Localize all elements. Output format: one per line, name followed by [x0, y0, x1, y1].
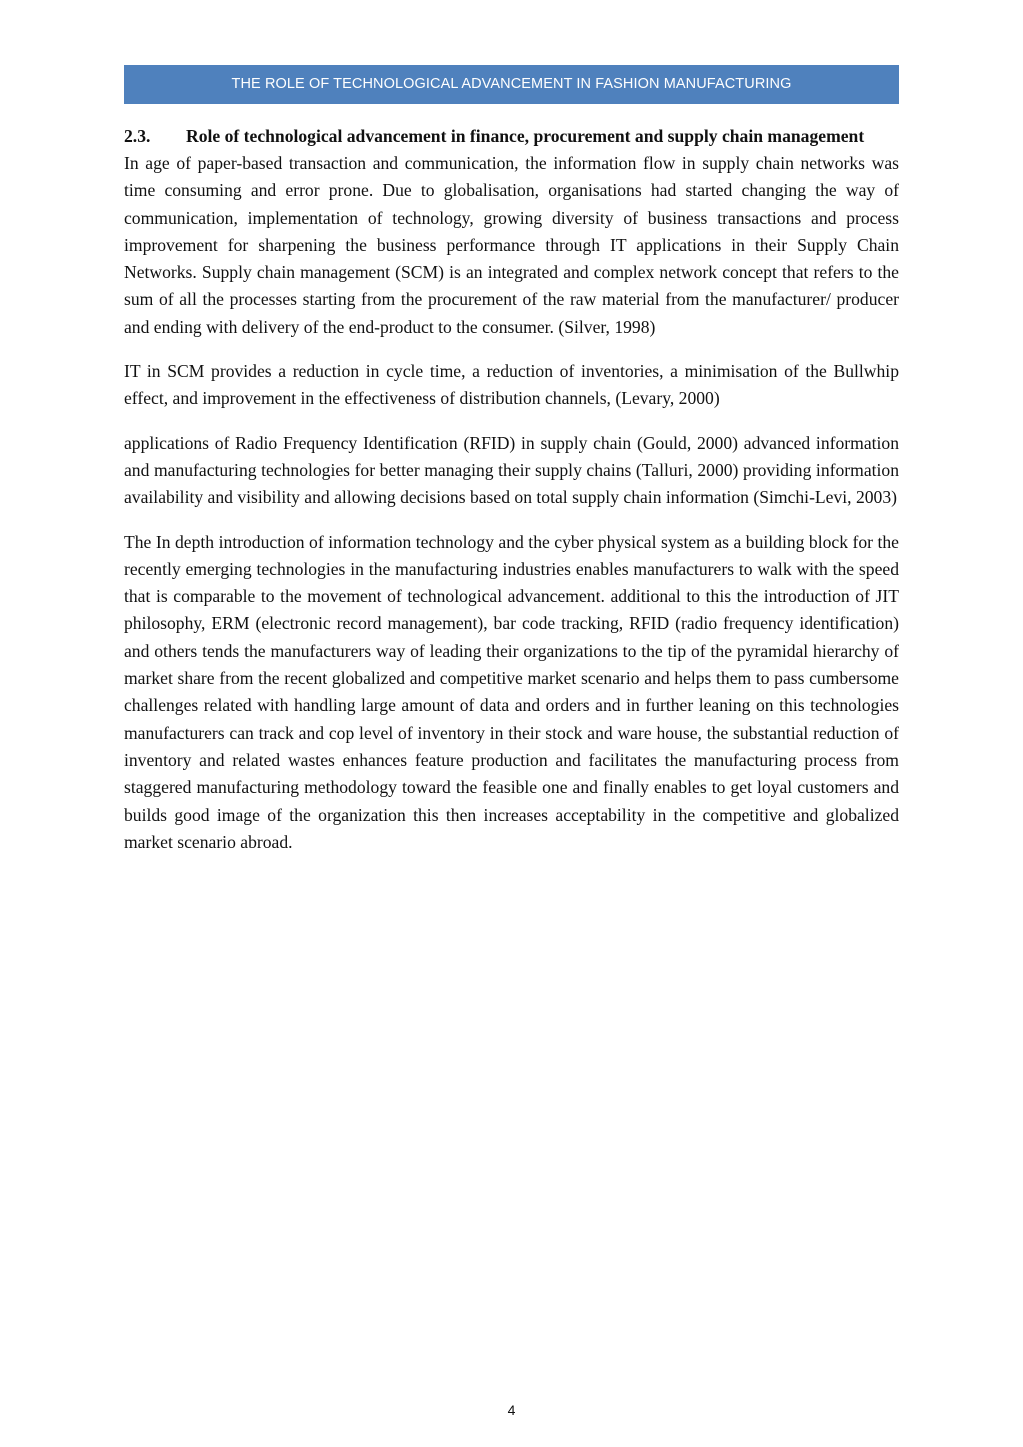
page-content	[124, 123, 899, 873]
paragraph-4: The In depth introduction of information technology and the cyber physical system as a building block for the recently emerging technologies in the manufacturing industries enables manufacturers to walk with the speed that is comparable to the movement of technological advancement. additional to this the introduction of JIT philosophy, ERM (electronic record management), bar code tracking, RFID (radio frequency identification) and others tends the manufacturers way of leading their organizations to the tip of the pyramidal hierarchy of market share from the recent globalized and competitive market scenario and helps them to pass cumbersome challenges related with handling large amount of data and orders and in further leaning on this technologies manufacturers can track and cop level of inventory in their stock and ware house, the substantial reduction of inventory and related wastes enhances feature production and facilitates the manufacturing process from staggered manufacturing methodology toward the feasible one and finally enables to get loyal customers and builds good image of the organization this then increases acceptability in the competitive and globalized market scenario abroad.	[124, 531, 899, 852]
paragraph-3: applications of Radio Frequency Identification (RFID) in supply chain (Gould, 2000) advanced information and manufacturing technologies for better managing their supply chains (Talluri, 2000) providing information availability and visibility and allowing decisions based on total supply chain information (Simchi-Levi, 2003)	[124, 432, 899, 508]
paragraph-2: IT in SCM provides a reduction in cycle time, a reduction of inventories, a minimisation of the Bullwhip effect, and improvement in the effectiveness of distribution channels, (Levary, 2000)	[124, 361, 899, 409]
paragraph-1: In age of paper-based transaction and communication, the information flow in supply chain networks was time consuming and error prone. Due to globalisation, organisations had started changing the way of communication, implementation of technology, growing diversity of business transactions and process improvement for sharpening the business performance through IT applications in their Supply Chain Networks. Supply chain management (SCM) is an integrated and complex network concept that refers to the sum of all the processes starting from the procurement of the raw material from the manufacturer/ producer and ending with delivery of the end-product to the consumer. (Silver, 1998)	[124, 153, 899, 337]
section-title: Role of technological advancement in finance, procurement and supply chain management	[186, 126, 865, 146]
section-number: 2.3.	[124, 126, 151, 146]
running-header: THE ROLE OF TECHNOLOGICAL ADVANCEMENT IN FASHION MANUFACTURING	[124, 65, 899, 104]
section-heading	[124, 123, 899, 150]
page-number: 4	[507, 1402, 516, 1418]
